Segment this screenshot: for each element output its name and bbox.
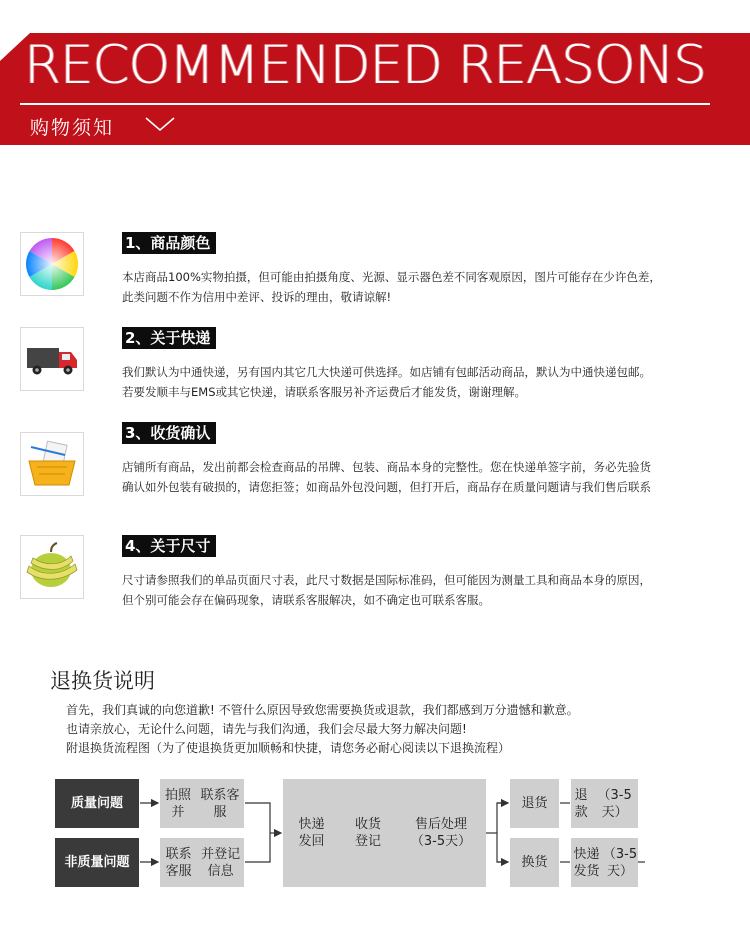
section-text-line: 店铺所有商品，发出前都会检查商品的吊牌、包装、商品本身的完整性。您在快递单签字前，务必先验货 [122,460,651,474]
flow-non-quality-issue: 非质量问题 [55,838,139,887]
section-text [122,267,722,307]
flow-quality-issue: 质量问题 [55,779,139,828]
color-wheel-icon [21,233,83,295]
returns-title: 退换货说明 [50,669,155,693]
flow-text: 联系客服 [200,787,240,820]
flow-receive-register [340,779,396,887]
flow-after-sales [396,779,486,887]
section-heading: 2、关于快递 [122,327,216,349]
section-receipt [20,422,720,498]
returns-line: 首先，我们真诚的向您道歉! 不管什么原因导致您需要换货或退款，我们都感到万分遗憾和歉意。 [66,703,579,717]
section-heading: 1、商品颜色 [122,232,216,254]
flow-text: 登记 [354,834,381,849]
flow-text: 快递发货 [573,846,600,879]
banner-subtitle: 购物须知 [30,117,115,139]
section-text-line: 我们默认为中通快递，另有国内其它几大快递可供选择。如店铺有包邮活动商品，默认为中通快递包邮。 [122,365,651,379]
section-size [20,535,720,607]
section-heading: 4、关于尺寸 [122,535,216,557]
returns-description [66,701,579,758]
flow-processing-box [283,779,486,887]
flow-refund [571,779,638,828]
flow-photo-contact [160,779,244,828]
measuring-tape-apple-icon [21,536,83,598]
flow-text: 售后处理 [414,817,467,832]
section-text [122,457,722,497]
section-text-line: 此类问题不作为信用中差评、投诉的理由，敬请谅解! [122,290,392,304]
flow-return-goods: 退货 [510,779,559,828]
section-text-line: 本店商品100%实物拍摄，但可能由拍摄角度、光源、显示器色差不同客观原因，图片可能存在少许色差， [122,270,661,284]
chevron-down-icon [143,112,177,134]
flow-text: 收货 [354,817,381,832]
returns-line: 也请亲放心，无论什么问题，请先与我们沟通，我们会尽最大努力解决问题! [66,722,467,736]
flow-text: 并登记信息 [201,846,241,879]
section-text [122,362,722,402]
section-text-line: 尺寸请参照我们的单品页面尺寸表，此尺寸数据是国际标准码，但可能因为测量工具和商品本身的原因， [122,573,651,587]
section-text-line: 确认如外包装有破损的，请您拒签；如商品外包没问题，但打开后，商品存在质量问题请与我们售后联系 [122,480,651,494]
section-icon-frame [20,327,84,391]
flow-exchange-goods: 换货 [510,838,559,887]
section-icon-frame [20,432,84,496]
flow-express-ship [571,838,638,887]
section-text-line: 但个别可能会存在偏码现象，请联系客服解决，如不确定也可联系客服。 [122,593,490,607]
flow-text: 拍照并 [164,787,191,820]
flow-text: 联系客服 [165,846,192,879]
flow-text: （3-5天） [410,834,472,849]
flow-text: （3-5天） [602,846,638,879]
section-text [122,570,722,610]
delivery-truck-icon [21,328,83,390]
flow-text: 退款 [574,787,588,820]
section-delivery [20,327,720,397]
banner-divider [20,103,710,105]
flow-text: 快递 [298,817,325,832]
shopping-basket-icon [21,433,83,495]
flow-contact-register [160,838,244,887]
section-heading: 3、收货确认 [122,422,216,444]
flow-text: 发回 [298,834,325,849]
returns-line: 附退换货流程图（为了使退换货更加顺畅和快捷，请您务必耐心阅读以下退换流程） [66,741,511,755]
banner-title: RECOMMENDED REASONS [24,35,706,96]
flow-text: （3-5天） [597,787,632,820]
flow-ship-back [283,779,340,887]
section-icon-frame [20,535,84,599]
section-icon-frame [20,232,84,296]
section-text-line: 若要发顺丰与EMS或其它快递，请联系客服另补齐运费后才能发货，谢谢理解。 [122,385,526,399]
section-color [20,232,720,302]
